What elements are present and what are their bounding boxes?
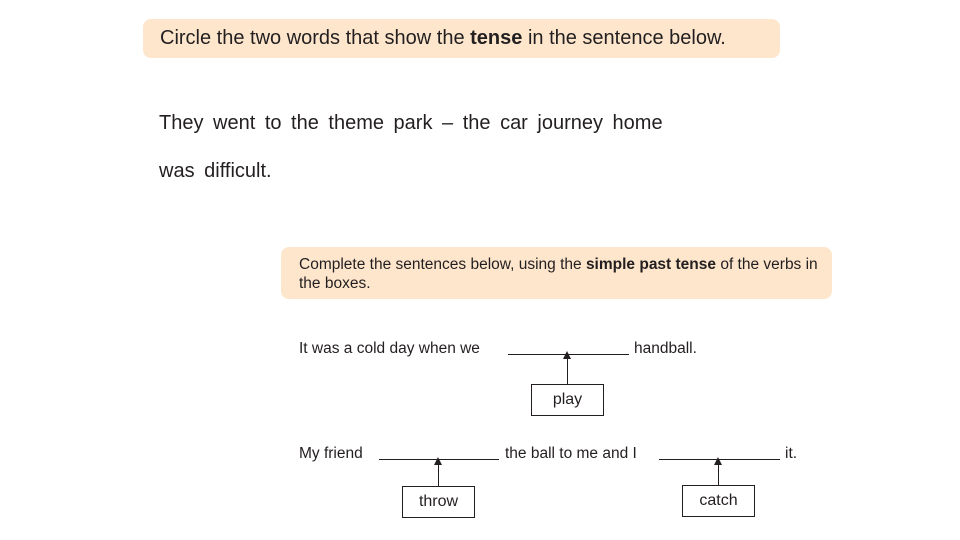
arrow-up-icon [567, 358, 568, 384]
instruction-text-end: in the sentence below. [522, 27, 726, 49]
instruction-box-simple-past [281, 247, 832, 299]
sentence-2-start: My friend [299, 445, 363, 462]
verb-box-throw: throw [402, 486, 475, 518]
verb-box-play: play [531, 384, 604, 416]
sentence-2-middle: the ball to me and I [505, 445, 637, 462]
instruction-keyword-simple-past: simple past tense [585, 256, 717, 273]
instruction-text-start: Complete the sentences below, using the [299, 256, 586, 273]
tense-sentence-line-2: was difficult. [159, 160, 272, 182]
instruction-text-end: of the verbs in the boxes. [299, 256, 818, 292]
verb-box-catch: catch [682, 485, 755, 517]
sentence-1-start: It was a cold day when we [299, 340, 480, 357]
instruction-keyword-tense: tense [470, 27, 523, 49]
tense-sentence-line-1: They went to the theme park – the car journey home [159, 112, 663, 134]
sentence-2-end: it. [785, 445, 798, 462]
arrow-up-icon [718, 464, 719, 485]
instruction-text-start: Circle the two words that show the [160, 27, 471, 49]
arrow-up-icon [438, 464, 439, 487]
sentence-1-end: handball. [634, 340, 697, 357]
instruction-box-tense [143, 19, 780, 58]
